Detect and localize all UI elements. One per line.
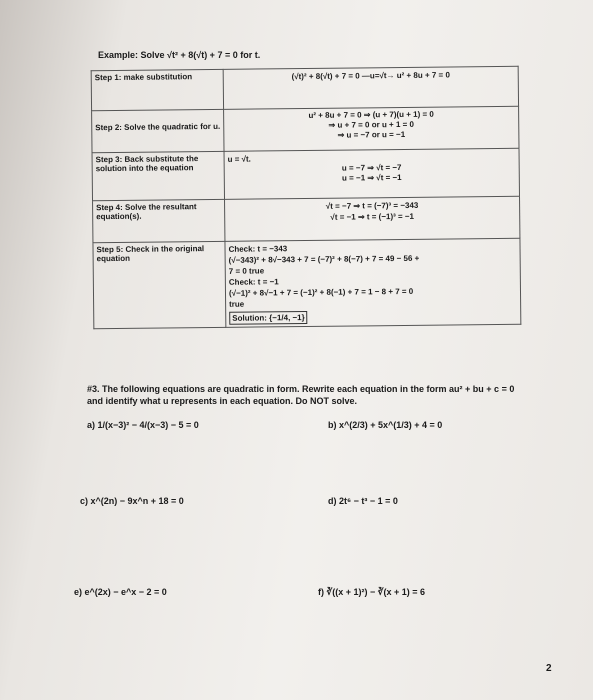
work-line: (√−343)² + 8√−343 + 7 = (−7)² + 8(−7) + 7 = 49 − 56 +	[228, 253, 420, 265]
page-number: 2	[546, 663, 552, 674]
work-line: 7 = 0 true	[228, 266, 265, 276]
substitution-note: u = √t.	[227, 154, 251, 164]
steps-table	[91, 66, 522, 329]
work-line: ⇒ u = −7 or u = −1	[337, 129, 406, 140]
problem-heading: #3. The following equations are quadratic in form. Rewrite each equation in the form au² + bu + c = 0 and identify what u represents in each equation. Do NOT solve.	[87, 384, 515, 406]
step-row-2	[92, 106, 519, 152]
step-work	[224, 106, 519, 151]
step-row-3	[92, 148, 519, 200]
step-label: Step 4: Solve the resultant equation(s).	[93, 199, 225, 242]
step-label-text: Step 2: Solve the quadratic for u.	[95, 121, 221, 133]
step-row-5	[93, 238, 521, 328]
step-row-1	[91, 66, 518, 110]
check-heading: Check: t = −1	[228, 277, 279, 287]
solution-box: Solution: {−1/4, −1}	[229, 311, 308, 325]
work-line: u = −7 ⇒ √t = −7	[341, 162, 402, 173]
step-label	[92, 109, 224, 152]
equation-f: f) ∛((x + 1)²) − ∛(x + 1) = 6	[318, 587, 425, 597]
work-line: true	[229, 299, 245, 309]
work-line: √t = −1 ⇒ t = (−1)³ = −1	[330, 211, 415, 222]
work-line: ⇒ u + 7 = 0 or u + 1 = 0	[328, 119, 414, 130]
example-title	[98, 50, 260, 60]
equation-c: c) x^(2n) − 9x^n + 18 = 0	[80, 496, 184, 506]
example-label: Example:	[98, 50, 139, 60]
step-row-4	[93, 196, 520, 242]
step-work	[225, 238, 521, 327]
step-work	[223, 66, 518, 109]
work-line: (√t)² + 8(√t) + 7 = 0 —u=√t→ u² + 8u + 7 = 0	[291, 70, 450, 82]
check-heading: Check: t = −343	[228, 244, 288, 254]
work-line: u = −1 ⇒ √t = −1	[341, 172, 402, 183]
step-label: Step 3: Back substitute the solution into the equation	[92, 151, 224, 200]
example-instruction: Solve √t² + 8(√t) + 7 = 0 for t.	[140, 50, 261, 60]
step-work	[224, 148, 519, 199]
equation-b: b) x^(2/3) + 5x^(1/3) + 4 = 0	[328, 420, 443, 430]
step-work	[225, 196, 520, 241]
work-line: √t = −7 ⇒ t = (−7)³ = −343	[325, 200, 419, 211]
work-line: (√−1)² + 8√−1 + 7 = (−1)² + 8(−1) + 7 = 1 − 8 + 7 = 0	[228, 286, 414, 298]
equation-d: d) 2t⁶ − t³ − 1 = 0	[328, 496, 398, 506]
step-label: Step 5: Check in the original equation	[93, 241, 226, 328]
step-label: Step 1: make substitution	[91, 69, 223, 110]
work-line: u² + 8u + 7 = 0 ⇒ (u + 7)(u + 1) = 0	[308, 109, 434, 120]
equation-a: a) 1/(x−3)² − 4/(x−3) − 5 = 0	[87, 420, 199, 430]
equation-e: e) e^(2x) − e^x − 2 = 0	[74, 587, 167, 597]
